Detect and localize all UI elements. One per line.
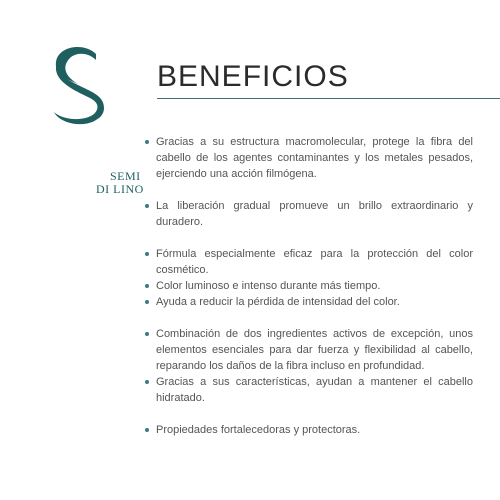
benefits-list	[143, 134, 473, 438]
benefit-text: Color luminoso e intenso durante más tiempo.	[156, 280, 381, 292]
benefit-text: Gracias a su estructura macromolecular, protege la fibra del cabello de los agentes contaminantes y los metales pesados, ejerciendo una acción filmógena.	[156, 136, 473, 180]
brand-line-1: SEMI	[110, 169, 141, 183]
benefit-text: Ayuda a reducir la pérdida de intensidad del color.	[156, 296, 400, 308]
bullet-icon	[145, 204, 149, 208]
group-spacer	[143, 230, 473, 246]
bullet-icon	[145, 140, 149, 144]
s-monogram-icon	[44, 44, 116, 126]
bullet-icon	[145, 252, 149, 256]
benefit-item	[143, 278, 473, 294]
page-title: BENEFICIOS	[157, 60, 349, 93]
bullet-icon	[145, 332, 149, 336]
benefit-item	[143, 134, 473, 182]
group-spacer	[143, 182, 473, 198]
benefit-text: Gracias a sus características, ayudan a mantener el cabello hidratado.	[156, 376, 473, 404]
bullet-icon	[145, 428, 149, 432]
benefit-item	[143, 246, 473, 278]
benefit-item	[143, 422, 473, 438]
brand-line-2: DI LINO	[96, 182, 144, 196]
benefit-text: Combinación de dos ingredientes activos de excepción, unos elementos esenciales para dar fuerza y flexibilidad al cabello, reparando los daños de la fibra incluso en profundidad.	[156, 328, 473, 372]
brand-logo	[44, 44, 144, 196]
benefit-text: Propiedades fortalecedoras y protectoras.	[156, 424, 361, 436]
benefit-item	[143, 326, 473, 374]
benefit-item	[143, 198, 473, 230]
benefit-item	[143, 374, 473, 406]
group-spacer	[143, 310, 473, 326]
benefit-text: Fórmula especialmente eficaz para la protección del color cosmético.	[156, 248, 473, 276]
benefit-item	[143, 294, 473, 310]
bullet-icon	[145, 300, 149, 304]
bullet-icon	[145, 284, 149, 288]
group-spacer	[143, 406, 473, 422]
bullet-icon	[145, 380, 149, 384]
benefit-text: La liberación gradual promueve un brillo extraordinario y duradero.	[156, 200, 473, 228]
title-divider	[157, 98, 500, 99]
